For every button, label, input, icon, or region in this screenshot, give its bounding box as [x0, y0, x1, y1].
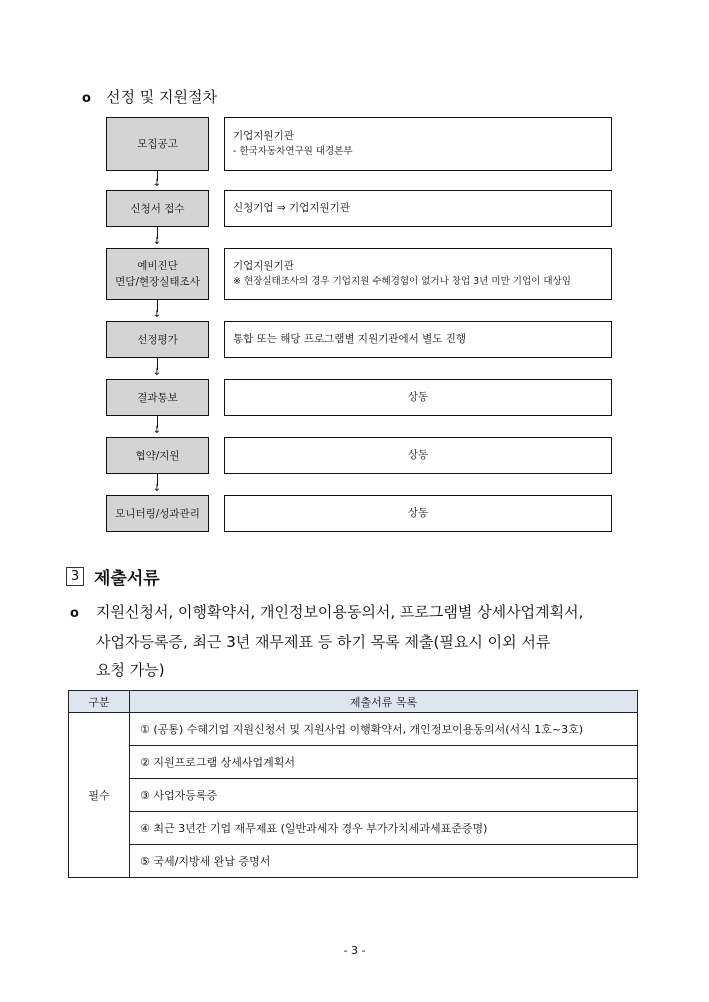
bullet-o: o	[82, 91, 91, 106]
step-label: 협약/지원	[135, 449, 180, 462]
down-arrow-icon: ↓	[152, 367, 162, 378]
table-row	[69, 845, 638, 878]
down-arrow-icon: ↓	[152, 425, 162, 436]
step-label-box	[106, 495, 209, 532]
section-number-box: 3	[66, 567, 84, 586]
step-label-box	[106, 190, 209, 227]
step-label: 모니터링/성과관리	[115, 507, 200, 520]
step-label: 모집공고	[137, 138, 178, 150]
step-description-box	[224, 321, 612, 358]
step-description: 신청기업 ⇒ 기업지원기관	[233, 202, 350, 214]
step-description-box	[224, 379, 612, 416]
down-arrow-icon: ↓	[152, 483, 162, 494]
step-description-box	[224, 248, 612, 300]
step-description: 기업지원기관	[233, 130, 294, 142]
step-label-box	[106, 248, 209, 300]
document-item: ② 지원프로그램 상세사업계획서	[130, 746, 638, 779]
submission-paragraph	[70, 598, 645, 684]
step-label-box	[106, 321, 209, 358]
document-item: ④ 최근 3년간 기업 재무제표 (일반과세자 경우 부가가치세과세표준증명)	[130, 812, 638, 845]
page-number: - 3 -	[343, 944, 366, 957]
step-label: 면담/현장실태조사	[115, 276, 200, 288]
procedure-heading	[82, 86, 217, 107]
step-description: 통합 또는 해당 프로그램별 지원기관에서 별도 진행	[233, 333, 467, 345]
step-description-box	[224, 495, 612, 532]
step-description: 기업지원기관	[233, 260, 294, 272]
down-arrow-icon: ↓	[152, 236, 162, 247]
table-row	[69, 713, 638, 746]
step-description-box	[224, 437, 612, 474]
down-arrow-icon: ↓	[152, 178, 162, 189]
step-label-box	[106, 117, 209, 171]
step-description: 상동	[407, 449, 429, 461]
document-item: ① (공통) 수혜기업 지원신청서 및 지원사업 이행확약서, 개인정보이용동의서(서식 1호~3호)	[130, 713, 638, 746]
document-item: ③ 사업자등록증	[130, 779, 638, 812]
category-cell: 필수	[69, 713, 130, 878]
documents-table	[68, 690, 638, 878]
para-line: 요청 가능)	[96, 661, 165, 679]
step-description-box	[224, 117, 612, 171]
step-description: 상동	[407, 391, 429, 403]
down-arrow-icon: ↓	[152, 309, 162, 320]
document-item: ⑤ 국세/지방세 완납 증명서	[130, 845, 638, 878]
table-row	[69, 779, 638, 812]
step-label: 선정평가	[137, 333, 178, 346]
table-row	[69, 746, 638, 779]
section-title: 제출서류	[94, 569, 160, 589]
header-category: 구분	[69, 691, 130, 713]
bullet-o: o	[70, 606, 79, 621]
step-label: 결과통보	[137, 391, 178, 404]
step-description: 상동	[407, 507, 429, 519]
step-label-box	[106, 379, 209, 416]
step-description: - 한국자동차연구원 대경본부	[233, 146, 353, 157]
step-description: ※ 현장실태조사의 경우 기업지원 수혜경험이 없거나 창업 3년 미만 기업이 대상임	[233, 276, 571, 287]
table-row	[69, 812, 638, 845]
table-header-row	[69, 691, 638, 713]
para-line: 지원신청서, 이행확약서, 개인정보이용동의서, 프로그램별 상세사업계획서,	[96, 603, 584, 621]
header-documents: 제출서류 목록	[130, 691, 638, 713]
procedure-title: 선정 및 지원절차	[106, 88, 217, 106]
step-description-box	[224, 190, 612, 227]
step-label: 신청서 접수	[130, 202, 185, 215]
step-label-box	[106, 437, 209, 474]
step-label: 예비진단	[137, 260, 178, 272]
para-line: 사업자등록증, 최근 3년 재무제표 등 하기 목록 제출(필요시 이외 서류	[96, 633, 551, 651]
